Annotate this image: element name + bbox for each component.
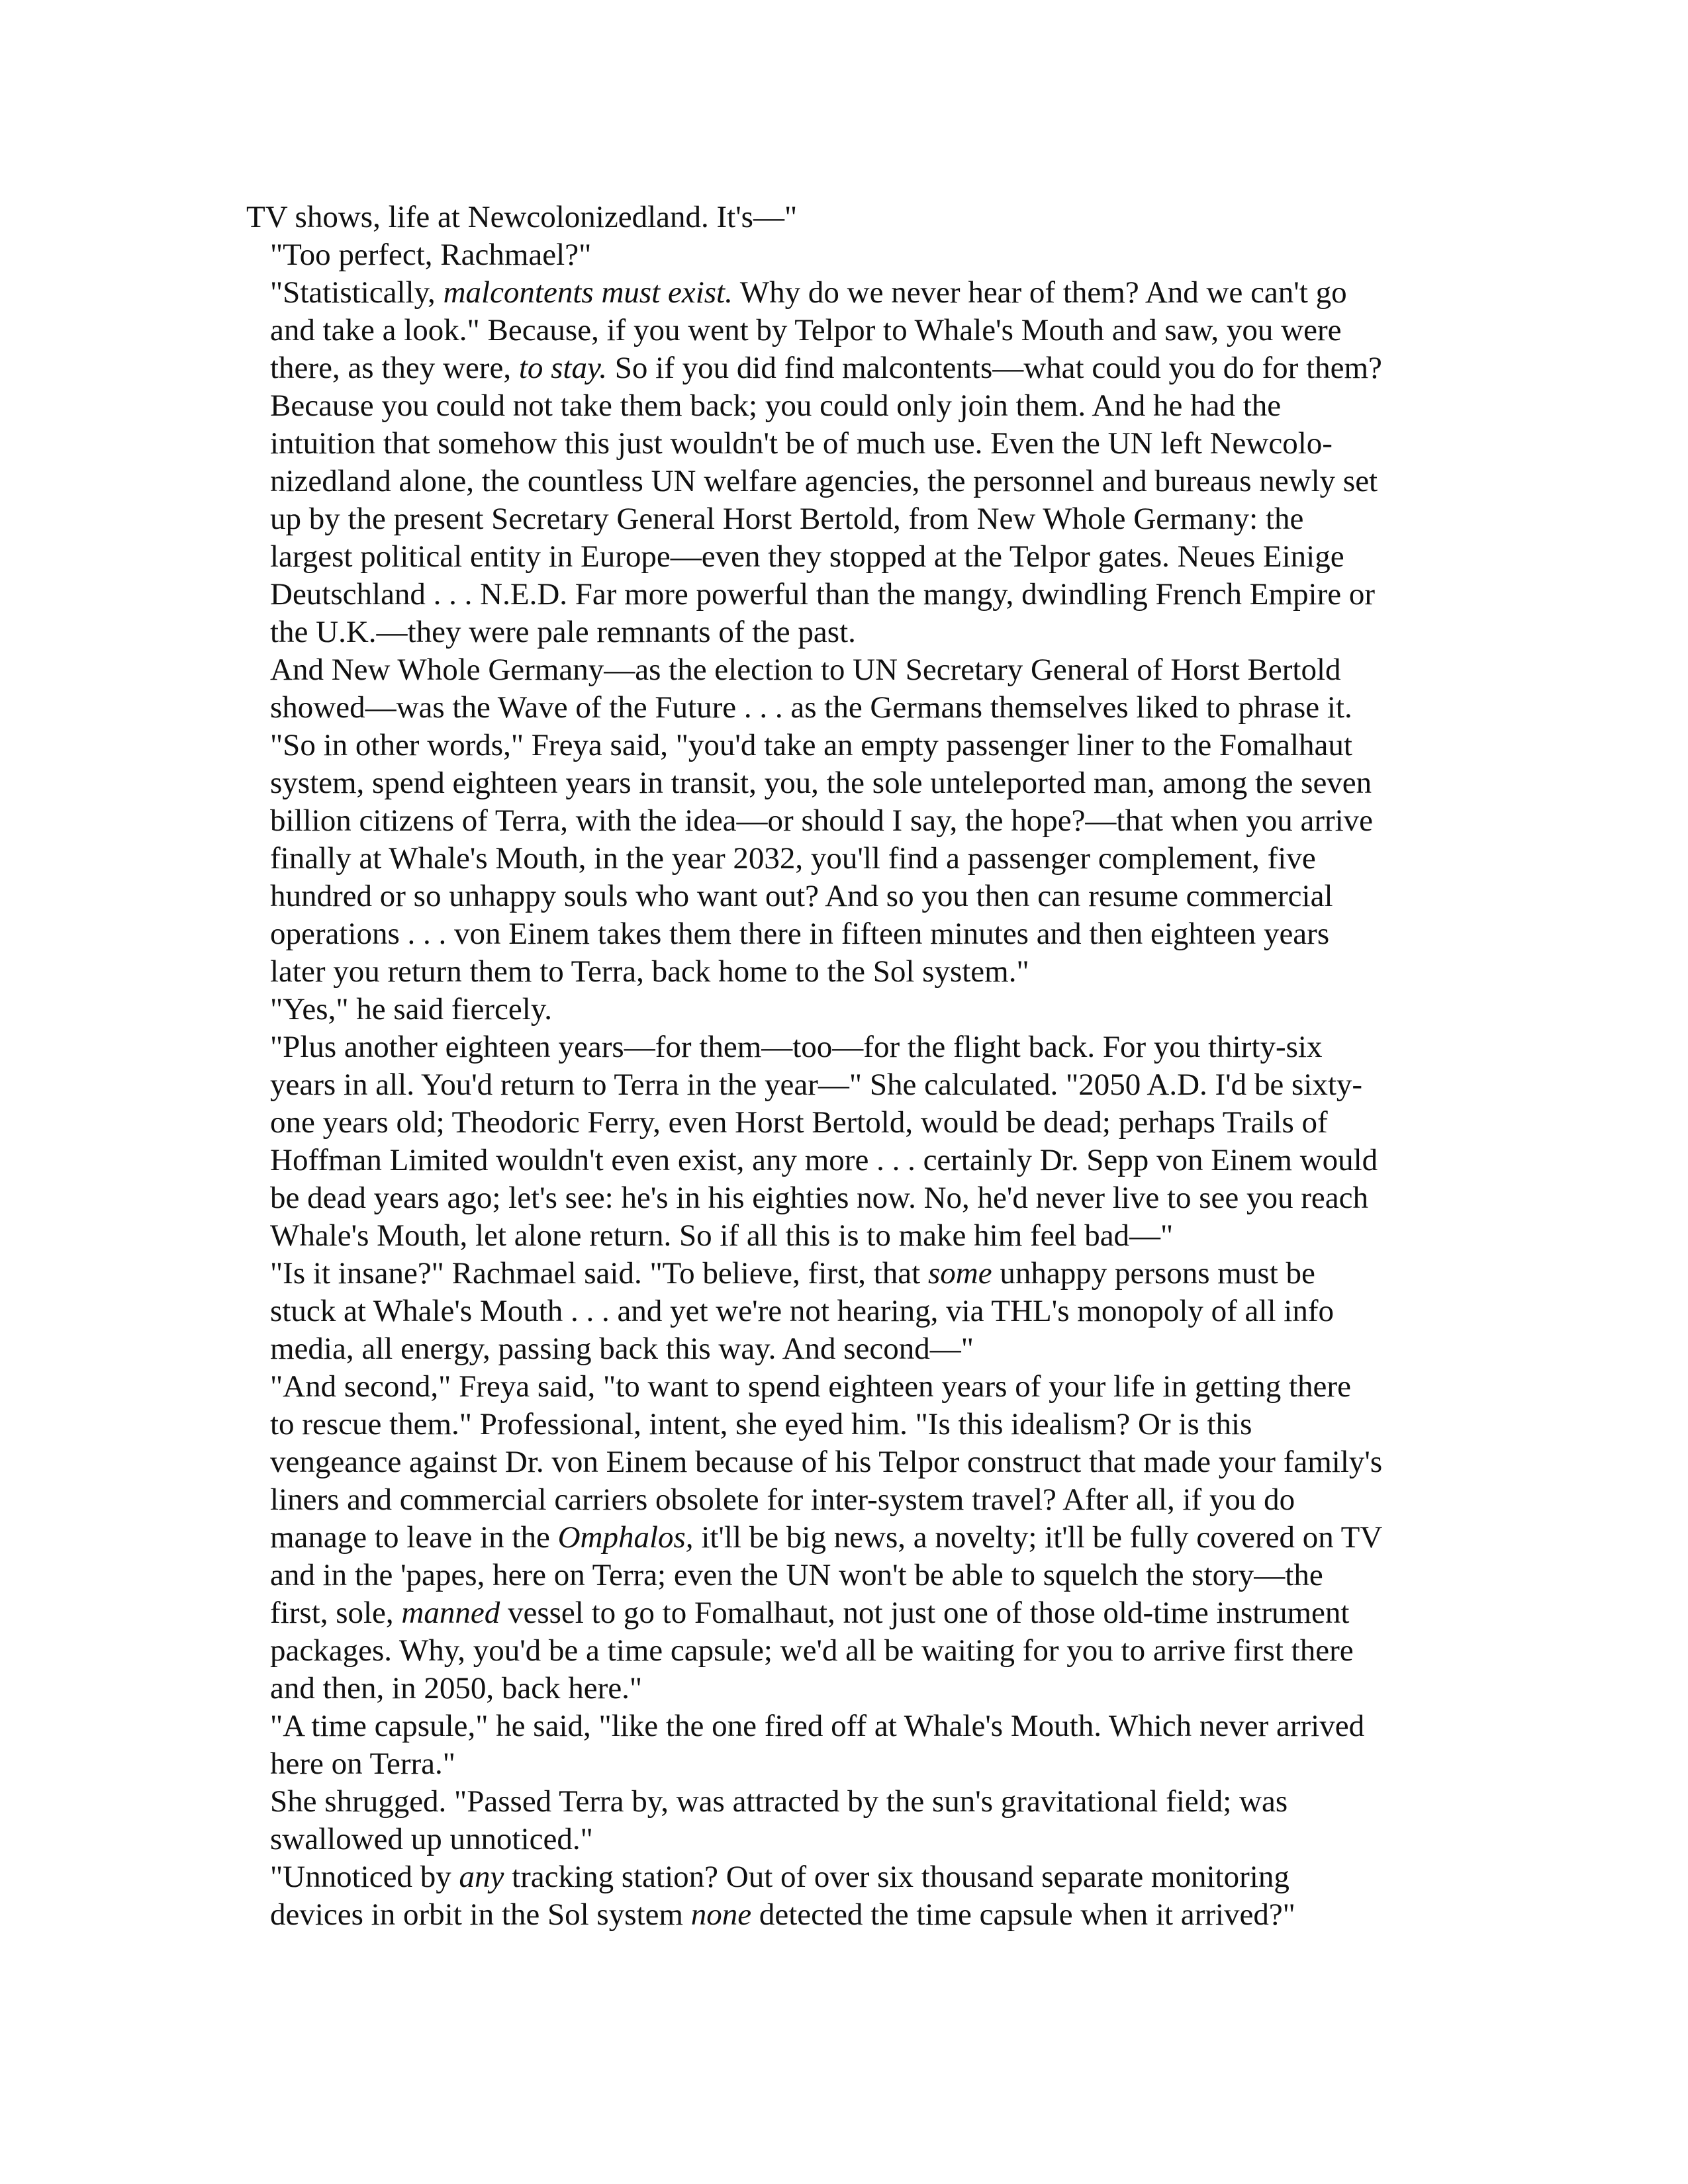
text-run: one years old; Theodoric Ferry, even Horst Bertold, would be dead; perhaps Trails of	[270, 1105, 1328, 1140]
text-run: vessel to go to Fomalhaut, not just one of those old-time instrument	[500, 1596, 1350, 1630]
text-line	[246, 1406, 1444, 1443]
text-line	[246, 1594, 1444, 1632]
text-line	[246, 463, 1444, 500]
paragraph	[246, 1028, 1444, 1255]
text-run: operations . . . von Einem takes them there in fifteen minutes and then eighteen years	[270, 917, 1330, 951]
text-run: manage to leave in the	[270, 1520, 558, 1555]
text-run: tracking station? Out of over six thousand separate monitoring	[504, 1860, 1289, 1894]
text-line	[246, 727, 1444, 764]
text-run: Why do we never hear of them? And we can't go	[732, 275, 1347, 310]
italic-text: to stay.	[518, 351, 608, 385]
paragraph	[246, 1255, 1444, 1368]
body-text	[246, 199, 1444, 1934]
text-line	[246, 1179, 1444, 1217]
paragraph	[246, 1783, 1444, 1858]
text-line	[246, 953, 1444, 991]
text-line	[246, 1293, 1444, 1330]
text-line	[246, 1217, 1444, 1255]
paragraph	[246, 651, 1444, 727]
text-run: to rescue them." Professional, intent, she eyed him. "Is this idealism? Or is this	[270, 1407, 1252, 1441]
text-run: nizedland alone, the countless UN welfare agencies, the personnel and bureaus newly set	[270, 464, 1378, 498]
text-line	[246, 1707, 1444, 1745]
text-line	[246, 1028, 1444, 1066]
text-line	[246, 1330, 1444, 1368]
text-run: "Is it insane?" Rachmael said. "To believe, first, that	[270, 1256, 928, 1291]
text-line	[246, 1632, 1444, 1670]
text-run: liners and commercial carriers obsolete for inter-system travel? After all, if you do	[270, 1482, 1295, 1517]
text-run: packages. Why, you'd be a time capsule; we'd all be waiting for you to arrive first there	[270, 1633, 1354, 1668]
text-run: and then, in 2050, back here."	[270, 1671, 643, 1706]
text-run: Deutschland . . . N.E.D. Far more powerful than the mangy, dwindling French Empire or	[270, 577, 1375, 612]
text-line	[246, 387, 1444, 425]
text-run: be dead years ago; let's see: he's in his eighties now. No, he'd never live to see you reach	[270, 1181, 1368, 1215]
text-run: Hoffman Limited wouldn't even exist, any more . . . certainly Dr. Sepp von Einem would	[270, 1143, 1378, 1177]
text-run: Because you could not take them back; you could only join them. And he had the	[270, 388, 1282, 423]
text-run: intuition that somehow this just wouldn't be of much use. Even the UN left Newcolo-	[270, 426, 1333, 461]
text-line	[246, 878, 1444, 915]
text-line	[246, 1443, 1444, 1481]
text-run: So if you did find malcontents—what could you do for them?	[607, 351, 1382, 385]
italic-text: none	[690, 1897, 752, 1932]
text-line	[246, 274, 1444, 312]
text-run: "Statistically,	[270, 275, 444, 310]
text-run: swallowed up unnoticed."	[270, 1822, 593, 1856]
text-run: media, all energy, passing back this way. And second—"	[270, 1332, 974, 1366]
text-line	[246, 1557, 1444, 1594]
paragraph	[246, 199, 1444, 236]
text-line	[246, 764, 1444, 802]
text-run: and in the 'papes, here on Terra; even the UN won't be able to squelch the story—the	[270, 1558, 1323, 1592]
text-run: Whale's Mouth, let alone return. So if all this is to make him feel bad—"	[270, 1218, 1174, 1253]
text-line	[246, 1821, 1444, 1858]
text-run: stuck at Whale's Mouth . . . and yet we're not hearing, via THL's monopoly of all info	[270, 1294, 1334, 1328]
text-line	[246, 1858, 1444, 1896]
paragraph	[246, 236, 1444, 274]
text-run: here on Terra."	[270, 1747, 455, 1781]
text-line	[246, 689, 1444, 727]
text-run: later you return them to Terra, back home to the Sol system."	[270, 954, 1029, 989]
text-line	[246, 500, 1444, 538]
text-run: the U.K.—they were pale remnants of the past.	[270, 615, 856, 649]
text-run: devices in orbit in the Sol system	[270, 1897, 691, 1932]
text-run: "And second," Freya said, "to want to spend eighteen years of your life in getting there	[270, 1369, 1351, 1404]
text-line	[246, 199, 1444, 236]
text-line	[246, 1066, 1444, 1104]
text-run: there, as they were,	[270, 351, 519, 385]
text-line	[246, 1519, 1444, 1557]
text-line	[246, 1783, 1444, 1821]
text-run: She shrugged. "Passed Terra by, was attracted by the sun's gravitational field; was	[270, 1784, 1288, 1819]
paragraph	[246, 991, 1444, 1028]
paragraph	[246, 1707, 1444, 1783]
text-line	[246, 576, 1444, 614]
text-run: largest political entity in Europe—even they stopped at the Telpor gates. Neues Einige	[270, 539, 1344, 574]
text-run: system, spend eighteen years in transit, you, the sole unteleported man, among the seven	[270, 766, 1372, 800]
paragraph	[246, 274, 1444, 651]
text-line	[246, 1255, 1444, 1293]
text-run: "So in other words," Freya said, "you'd take an empty passenger liner to the Fomalhaut	[270, 728, 1352, 762]
italic-text: malcontents must exist.	[443, 275, 733, 310]
text-line	[246, 1142, 1444, 1179]
text-run: first, sole,	[270, 1596, 402, 1630]
text-line	[246, 1670, 1444, 1707]
text-run: vengeance against Dr. von Einem because of his Telpor construct that made your family's	[270, 1445, 1383, 1479]
text-line	[246, 915, 1444, 953]
paragraph	[246, 1368, 1444, 1707]
text-line	[246, 1368, 1444, 1406]
text-line	[246, 236, 1444, 274]
italic-text: any	[459, 1860, 504, 1894]
text-run: And New Whole Germany—as the election to UN Secretary General of Horst Bertold	[270, 653, 1341, 687]
text-run: years in all. You'd return to Terra in the year—" She calculated. "2050 A.D. I'd be sixty-	[270, 1068, 1363, 1102]
text-run: hundred or so unhappy souls who want out? And so you then can resume commercial	[270, 879, 1333, 913]
text-line	[246, 312, 1444, 349]
text-run: "Plus another eighteen years—for them—too—for the flight back. For you thirty-six	[270, 1030, 1323, 1064]
text-run: "Unnoticed by	[270, 1860, 459, 1894]
text-run: finally at Whale's Mouth, in the year 2032, you'll find a passenger complement, five	[270, 841, 1316, 876]
text-line	[246, 840, 1444, 878]
text-run: "A time capsule," he said, "like the one fired off at Whale's Mouth. Which never arrived	[270, 1709, 1365, 1743]
text-line	[246, 614, 1444, 651]
text-run: detected the time capsule when it arrived?"	[751, 1897, 1295, 1932]
text-line	[246, 651, 1444, 689]
text-line	[246, 425, 1444, 463]
text-run: it'll be big news, a novelty; it'll be fully covered on TV	[693, 1520, 1383, 1555]
paragraph	[246, 1858, 1444, 1934]
text-run: TV shows, life at Newcolonizedland. It's—"	[246, 200, 798, 234]
text-run: and take a look." Because, if you went by Telpor to Whale's Mouth and saw, you were	[270, 313, 1342, 347]
text-run: showed—was the Wave of the Future . . . as the Germans themselves liked to phrase it.	[270, 690, 1352, 725]
text-line	[246, 1104, 1444, 1142]
text-run: "Too perfect, Rachmael?"	[270, 238, 592, 272]
text-run: unhappy persons must be	[992, 1256, 1315, 1291]
text-run: billion citizens of Terra, with the idea—or should I say, the hope?—that when you arrive	[270, 803, 1374, 838]
text-run: up by the present Secretary General Horst Bertold, from New Whole Germany: the	[270, 502, 1304, 536]
text-line	[246, 1896, 1444, 1934]
text-run: "Yes," he said fiercely.	[270, 992, 553, 1026]
text-line	[246, 802, 1444, 840]
italic-text: Omphalos,	[557, 1520, 694, 1555]
text-line	[246, 1481, 1444, 1519]
paragraph	[246, 727, 1444, 991]
italic-text: manned	[401, 1596, 500, 1630]
text-line	[246, 991, 1444, 1028]
italic-text: some	[927, 1256, 992, 1291]
text-line	[246, 538, 1444, 576]
text-line	[246, 349, 1444, 387]
text-line	[246, 1745, 1444, 1783]
